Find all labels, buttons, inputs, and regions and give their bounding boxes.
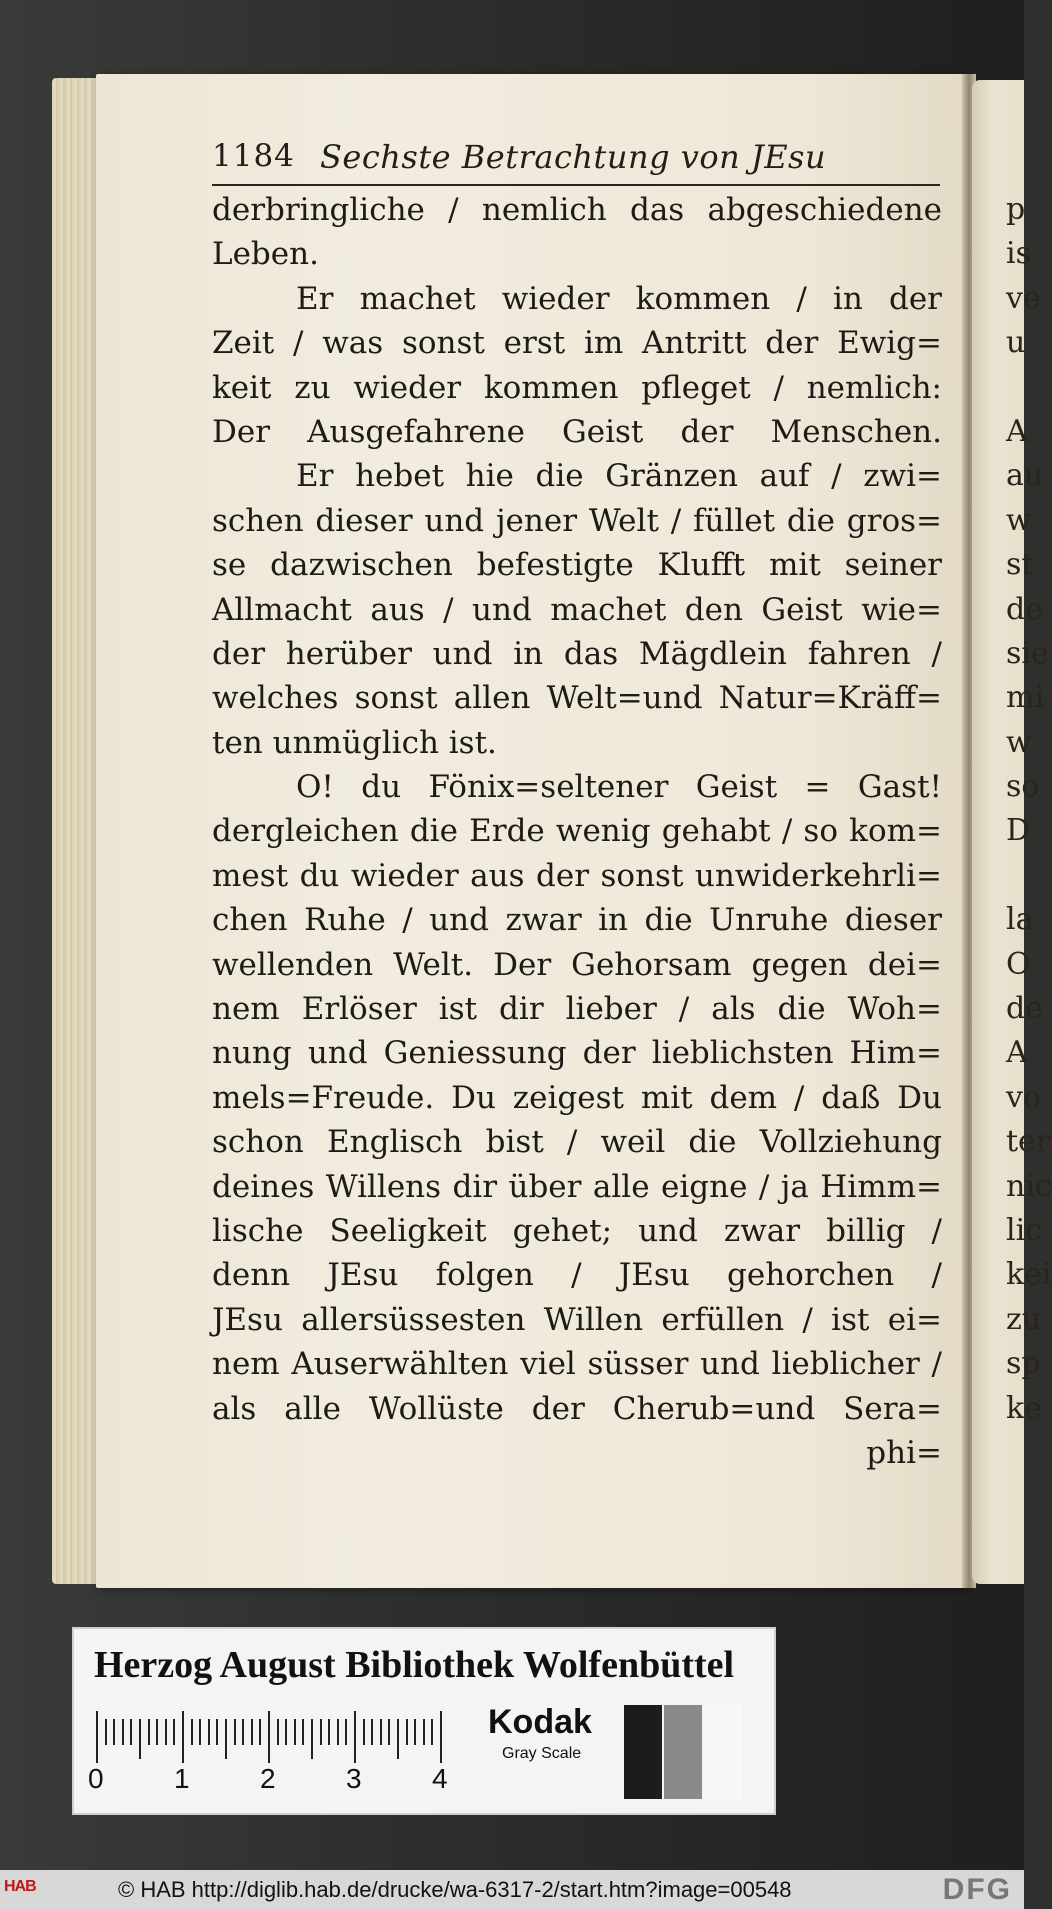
text-line: schen dieser und jener Welt / füllet die gros=: [212, 502, 942, 539]
facing-page-text: [1006, 188, 1052, 1431]
ruler-tick: [414, 1719, 416, 1745]
text-line: denn JEsu folgen / JEsu gehorchen /: [212, 1257, 942, 1294]
ruler-tick: [388, 1719, 390, 1745]
facing-fragment: de: [1006, 591, 1043, 627]
library-name: Herzog August Bibliothek Wolfenbüttel: [94, 1644, 735, 1686]
text-line: als alle Wollüste der Cherub=und Sera=: [212, 1390, 942, 1427]
copyright-link[interactable]: © HAB http://diglib.hab.de/drucke/wa-6317-2/start.htm?image=00548: [118, 1877, 792, 1902]
ruler-tick: [380, 1719, 382, 1745]
ruler-tick: [234, 1719, 236, 1745]
ruler-tick: [191, 1719, 193, 1745]
ruler-tick: [96, 1711, 98, 1763]
gray-swatch: [704, 1705, 742, 1799]
ruler-tick: [182, 1711, 184, 1763]
facing-fragment: lic: [1006, 1212, 1042, 1248]
ruler-tick: [328, 1719, 330, 1745]
ruler-tick: [354, 1711, 356, 1763]
text-line: Zeit / was sonst erst im Antritt der Ewig=: [212, 325, 942, 362]
facing-fragment: vo: [1006, 1079, 1042, 1115]
facing-fragment: sp: [1006, 1346, 1041, 1382]
ruler-number: 3: [346, 1763, 362, 1794]
ruler-tick: [320, 1719, 322, 1745]
ruler-tick: [268, 1711, 270, 1763]
text-line: deines Willens dir über alle eigne / ja Himm=: [212, 1168, 942, 1205]
ruler-tick: [259, 1719, 261, 1745]
facing-fragment: ter: [1006, 1124, 1051, 1160]
ruler-tick: [130, 1719, 132, 1745]
facing-fragment: [1006, 366, 1052, 410]
ruler-tick: [139, 1719, 141, 1759]
facing-fragment: A: [1006, 413, 1028, 449]
ruler-tick: [225, 1719, 227, 1759]
facing-fragment: zu: [1006, 1301, 1042, 1337]
facing-fragment: so: [1006, 769, 1040, 805]
facing-fragment: de: [1006, 991, 1043, 1027]
gray-scale-label: Gray Scale: [502, 1745, 582, 1762]
ruler-tick: [397, 1719, 399, 1759]
facing-fragment: au: [1006, 458, 1044, 494]
text-line: mels=Freude. Du zeigest mit dem / daß Du: [212, 1079, 942, 1116]
ruler-tick: [173, 1719, 175, 1745]
text-line: O! du Fönix=seltener Geist = Gast!: [296, 769, 942, 806]
text-line: der herüber und in das Mägdlein fahren /: [212, 635, 942, 672]
facing-fragment: nic: [1006, 1168, 1052, 1204]
facing-fragment: ke: [1006, 1390, 1042, 1426]
text-line: wellenden Welt. Der Gehorsam gegen dei=: [212, 946, 942, 983]
text-line: dergleichen die Erde wenig gehabt / so kom=: [212, 813, 942, 850]
ruler-tick: [440, 1711, 442, 1763]
facing-fragment: u: [1006, 325, 1026, 361]
viewer-footer: [0, 1870, 1024, 1909]
facing-fragment: A: [1006, 1035, 1028, 1071]
catchword: phi=: [866, 1434, 942, 1471]
book-page-edges: [52, 78, 102, 1584]
text-line: chen Ruhe / und zwar in die Unruhe dieser: [212, 902, 942, 939]
kodak-logo: Kodak: [488, 1703, 592, 1741]
ruler-tick: [251, 1719, 253, 1745]
text-line: se dazwischen befestigte Klufft mit seiner: [212, 547, 942, 584]
facing-fragment: O: [1006, 946, 1031, 982]
text-line: mest du wieder aus der sonst unwiderkehrli=: [212, 857, 942, 894]
page-number: 1184: [212, 138, 295, 174]
facing-fragment: is: [1006, 236, 1031, 272]
facing-fragment: w: [1006, 502, 1032, 538]
page-body-text: [212, 188, 942, 1475]
ruler-number: 0: [88, 1763, 104, 1794]
text-line: keit zu wieder kommen pfleget / nemlich:: [212, 369, 942, 406]
text-line: derbringliche / nemlich das abgeschiedene: [212, 192, 942, 228]
ruler-tick: [302, 1719, 304, 1745]
ruler-tick: [148, 1719, 150, 1745]
facing-fragment: la: [1006, 902, 1034, 938]
gray-swatch: [624, 1705, 662, 1799]
text-line: Er hebet hie die Gränzen auf / zwi=: [296, 458, 942, 495]
ruler-tick: [156, 1719, 158, 1745]
text-line: nem Erlöser ist dir lieber / als die Woh=: [212, 991, 942, 1028]
text-line: nem Auserwählten viel süsser und lieblicher /: [212, 1346, 942, 1383]
gray-swatch: [664, 1705, 702, 1799]
ruler-tick: [165, 1719, 167, 1745]
facing-fragment: st: [1006, 547, 1034, 583]
ruler-tick: [216, 1719, 218, 1745]
hab-logo: HAB: [4, 1878, 36, 1895]
ruler-tick: [337, 1719, 339, 1745]
dfg-logo: DFG: [942, 1873, 1012, 1906]
ruler-number: 2: [260, 1763, 276, 1794]
ruler-tick: [345, 1719, 347, 1745]
facing-fragment: w: [1006, 724, 1032, 760]
facing-fragment: D: [1006, 813, 1031, 849]
ruler-tick: [277, 1719, 279, 1745]
ruler-number: 4: [432, 1763, 448, 1794]
facing-fragment: ve: [1006, 280, 1041, 316]
text-line: Der Ausgefahrene Geist der Menschen.: [212, 413, 942, 450]
text-line: Er machet wieder kommen / in der: [296, 280, 942, 317]
text-line: welches sonst allen Welt=und Natur=Kräff=: [212, 680, 942, 717]
page-header: [212, 138, 940, 186]
text-line: ten unmüglich ist.: [212, 724, 497, 761]
facing-fragment: sie: [1006, 635, 1049, 671]
facing-fragment: [1006, 854, 1052, 898]
ruler-tick: [105, 1719, 107, 1745]
text-line: Allmacht aus / und machet den Geist wie=: [212, 591, 942, 628]
text-line: nung und Geniessung der lieblichsten Him=: [212, 1035, 942, 1072]
facing-fragment: p: [1006, 192, 1026, 227]
ruler-tick: [199, 1719, 201, 1745]
ruler-tick: [371, 1719, 373, 1745]
ruler-tick: [242, 1719, 244, 1745]
text-line: Leben.: [212, 236, 319, 273]
ruler-tick: [311, 1719, 313, 1759]
color-reference-bar: [72, 1627, 776, 1815]
ruler-tick: [431, 1719, 433, 1745]
ruler-tick: [406, 1719, 408, 1745]
facing-fragment: kei: [1006, 1257, 1052, 1293]
running-head: Sechste Betrachtung von JEsu: [320, 138, 827, 176]
text-line: JEsu allersüssesten Willen erfüllen / ist ei=: [212, 1301, 942, 1338]
ruler-tick: [113, 1719, 115, 1745]
ruler-tick: [208, 1719, 210, 1745]
scale-ruler: [88, 1711, 524, 1794]
ruler-tick: [285, 1719, 287, 1745]
ruler-tick: [363, 1719, 365, 1745]
text-line: lische Seeligkeit gehet; und zwar billig /: [212, 1212, 942, 1249]
ruler-tick: [122, 1719, 124, 1745]
ruler-tick: [294, 1719, 296, 1745]
text-line: schon Englisch bist / weil die Vollziehung: [212, 1124, 942, 1161]
ruler-number: 1: [174, 1763, 190, 1794]
ruler-tick: [423, 1719, 425, 1745]
facing-fragment: mi: [1006, 680, 1045, 716]
